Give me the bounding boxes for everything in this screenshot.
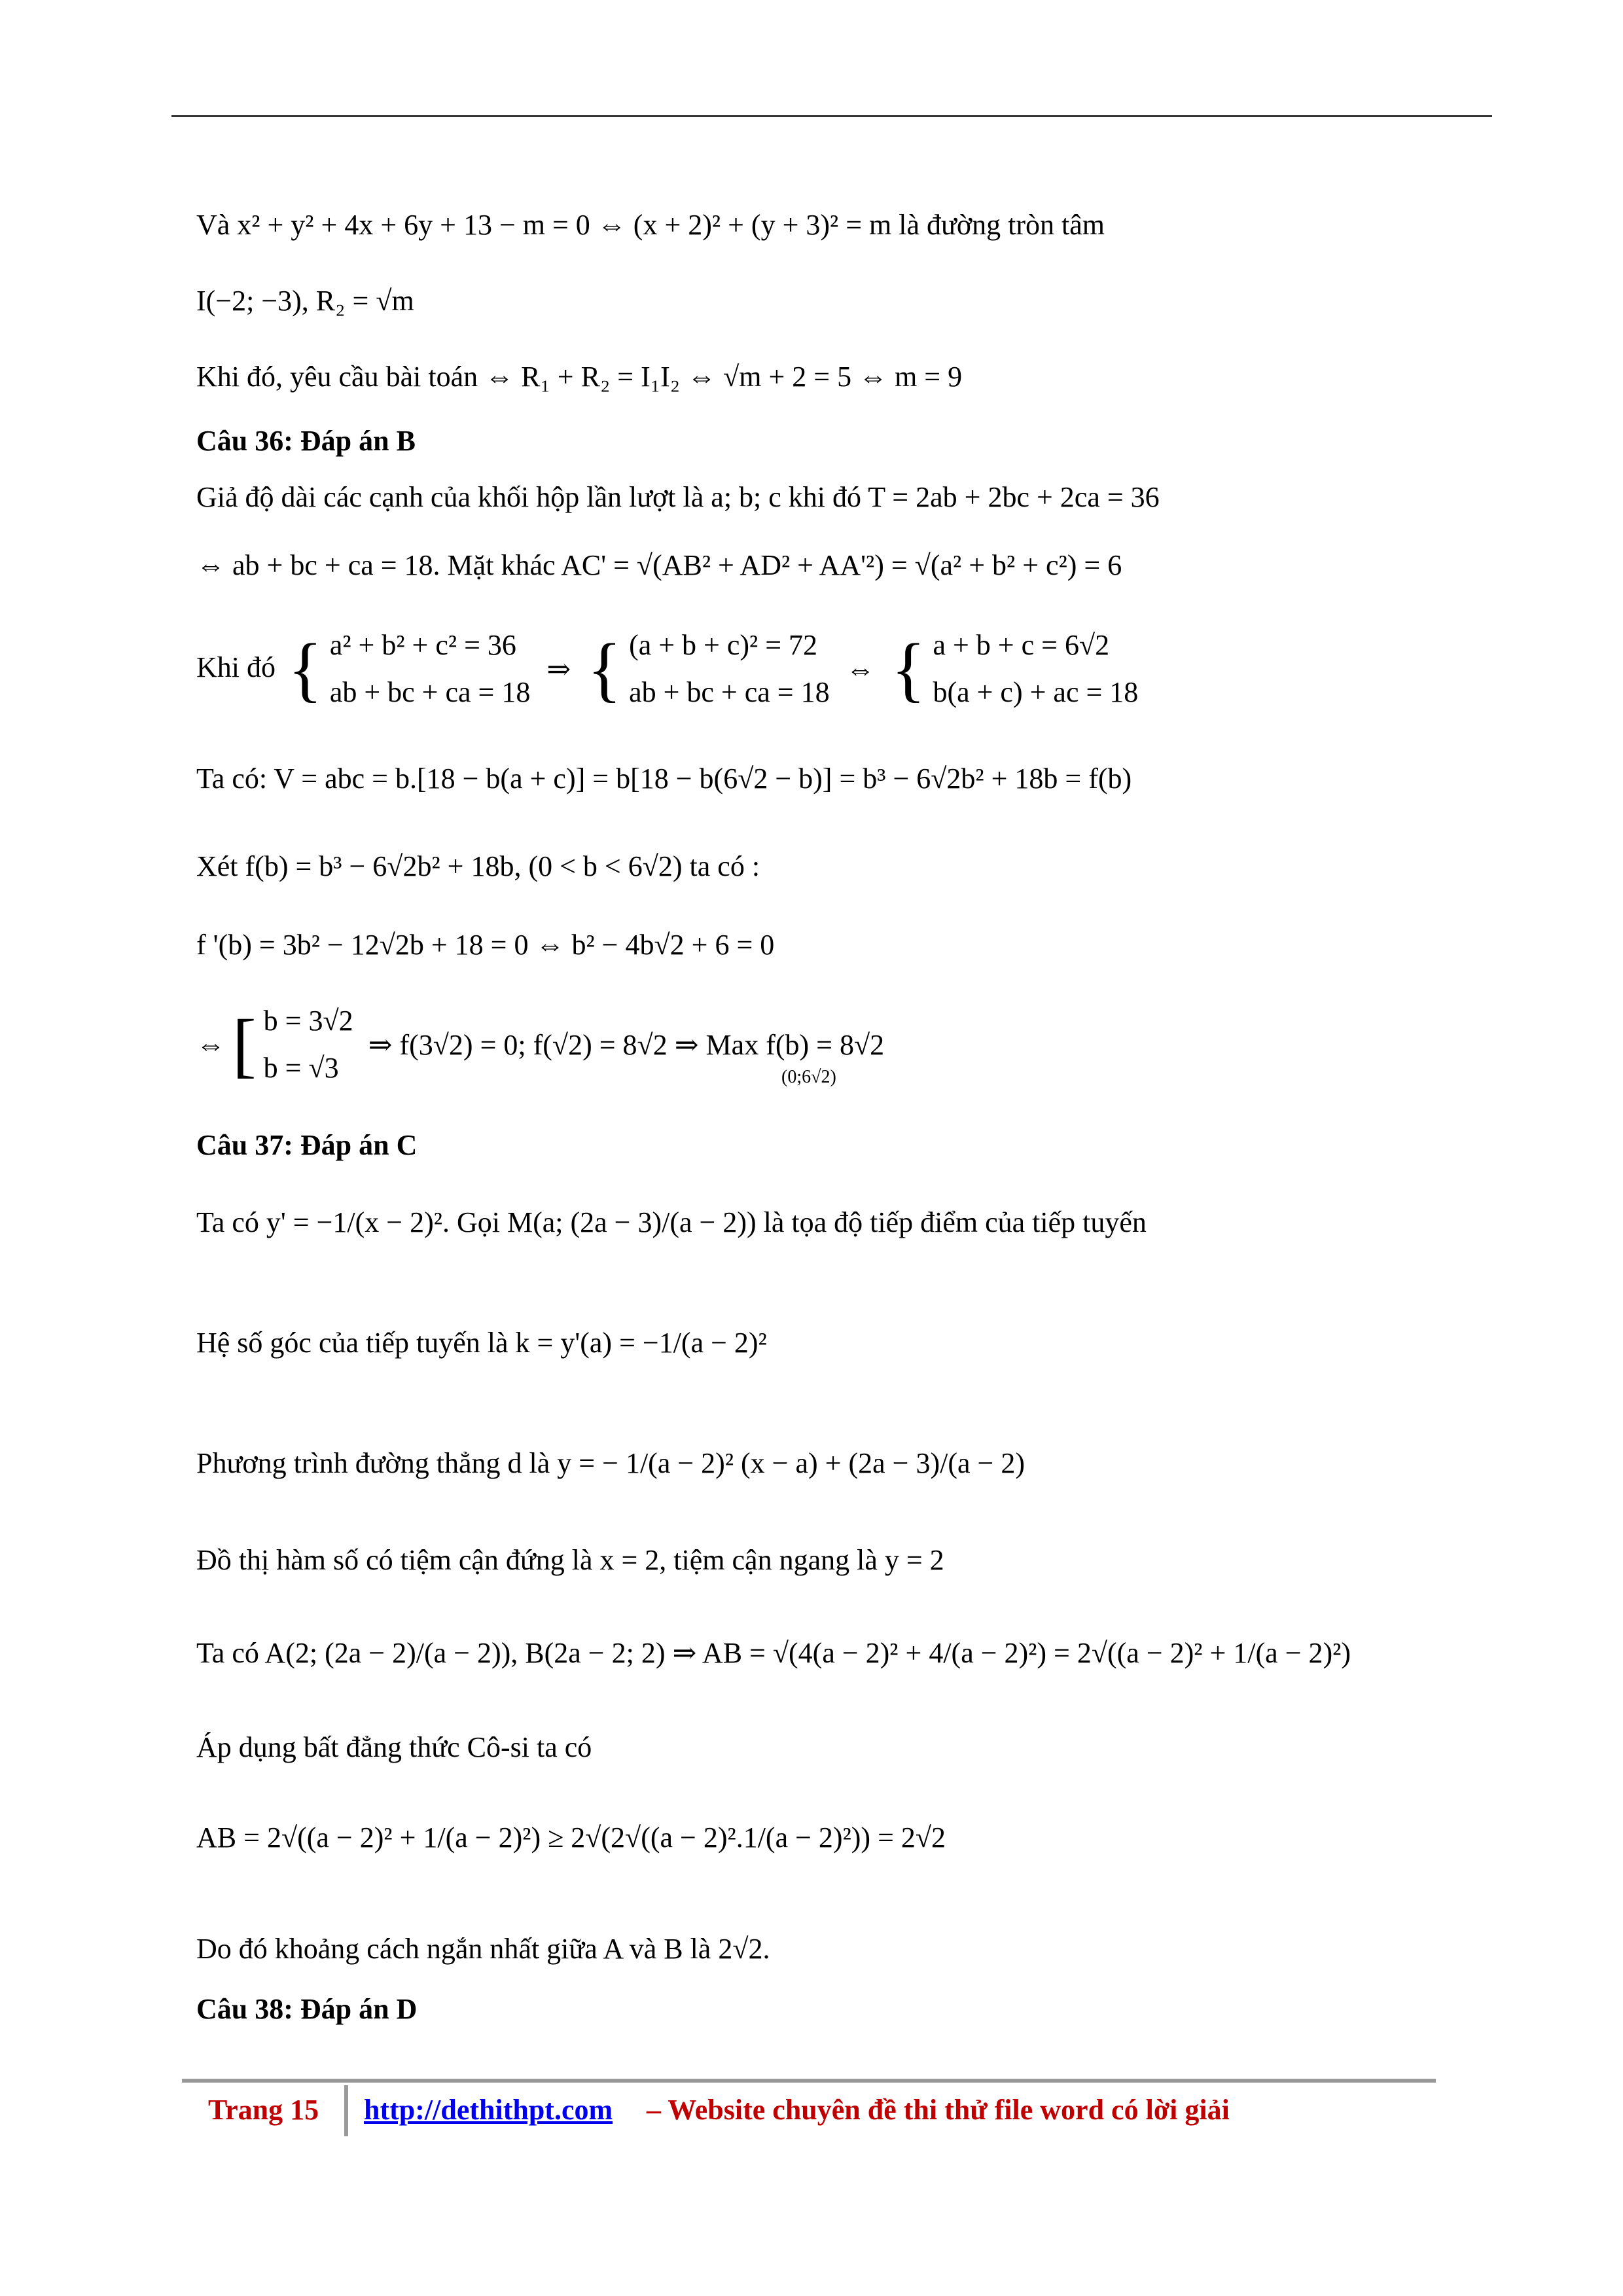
text-line: Đồ thị hàm số có tiệm cận đứng là x = 2, tiệm cận ngang là y = 2: [196, 1544, 944, 1576]
text-line: ⇔ ab + bc + ca = 18. Mặt khác AC' = √(AB² + AD² + AA'²) = √(a² + b² + c²) = 6: [196, 549, 1122, 581]
text-line: Và x² + y² + 4x + 6y + 13 − m = 0 ⇔ (x + 2)² + (y + 3)² = m là đường tròn tâm: [196, 209, 1105, 241]
left-brace: {: [587, 629, 622, 709]
question-heading: Câu 37: Đáp án C: [196, 1129, 418, 1161]
system-1: a² + b² + c² = 36 ab + bc + ca = 18: [329, 629, 531, 708]
page-number: Trang 15: [208, 2094, 319, 2126]
left-brace: {: [891, 629, 926, 709]
text-line: Ta có y' = −1/(x − 2)². Gọi M(a; (2a − 3)/(a − 2)) là tọa độ tiếp điểm của tiếp tuyến: [196, 1206, 1147, 1238]
text-line: Khi đó: [196, 651, 276, 683]
text-line: Phương trình đường thẳng d là y = − 1/(a − 2)² (x − a) + (2a − 3)/(a − 2): [196, 1447, 1025, 1479]
website-link[interactable]: http://dethithpt.com: [364, 2094, 613, 2126]
text-line: AB = 2√((a − 2)² + 1/(a − 2)²) ≥ 2√(2√((a − 2)².1/(a − 2)²)) = 2√2: [196, 1821, 946, 1854]
equation-system-row: { a² + b² + c² = 36 ab + bc + ca = 18 ⇒ { (a + b + c)² = 72 ab + bc + ca = 18 ⇔ { a + b + c = 6√2 b(a + c) + ac = 18: [288, 622, 1138, 716]
left-bracket: [: [232, 1005, 257, 1085]
system-3: a + b + c = 6√2 b(a + c) + ac = 18: [933, 629, 1139, 708]
text-line: Xét f(b) = b³ − 6√2b² + 18b, (0 < b < 6√2) ta có :: [196, 850, 760, 882]
text-line: Ta có A(2; (2a − 2)/(a − 2)), B(2a − 2; 2) ⇒ AB = √(4(a − 2)² + 4/(a − 2)²) = 2√((a − 2)² + 1/(a − 2)²): [196, 1637, 1351, 1669]
text-line: f '(b) = 3b² − 12√2b + 18 = 0 ⇔ b² − 4b√2 + 6 = 0: [196, 929, 775, 961]
left-brace: {: [288, 629, 323, 709]
header-rule: [171, 115, 1492, 117]
text-line: Áp dụng bất đẳng thức Cô-si ta có: [196, 1731, 592, 1763]
text-line: Do đó khoảng cách ngắn nhất giữa A và B là 2√2.: [196, 1933, 770, 1965]
text-line: I(−2; −3), R₂ = √m: [196, 285, 414, 317]
question-heading: Câu 36: Đáp án B: [196, 425, 416, 457]
case-row: ⇔ [ b = 3√2 b = √3 ⇒ f(3√2) = 0; f(√2) = 8√2 ⇒ Max f(b) = 8√2: [196, 997, 884, 1092]
text-line: Hệ số góc của tiếp tuyến là k = y'(a) = −1/(a − 2)²: [196, 1327, 767, 1359]
footer-divider: [344, 2085, 348, 2136]
system-2: (a + b + c)² = 72 ab + bc + ca = 18: [629, 629, 830, 708]
footer-rule: [182, 2079, 1436, 2083]
text-line: Giả độ dài các cạnh của khối hộp lần lượt là a; b; c khi đó T = 2ab + 2bc + 2ca = 36: [196, 481, 1160, 513]
max-subscript: (0;6√2): [781, 1067, 836, 1087]
footer-tagline: – Website chuyên đề thi thử file word có lời giải: [647, 2094, 1230, 2126]
text-line: Ta có: V = abc = b.[18 − b(a + c)] = b[18 − b(6√2 − b)] = b³ − 6√2b² + 18b = f(b): [196, 762, 1132, 795]
question-heading: Câu 38: Đáp án D: [196, 1993, 418, 2025]
case-values: b = 3√2 b = √3: [263, 1005, 353, 1084]
text-line: Khi đó, yêu cầu bài toán ⇔ R₁ + R₂ = I₁I₂ ⇔ √m + 2 = 5 ⇔ m = 9: [196, 361, 963, 393]
